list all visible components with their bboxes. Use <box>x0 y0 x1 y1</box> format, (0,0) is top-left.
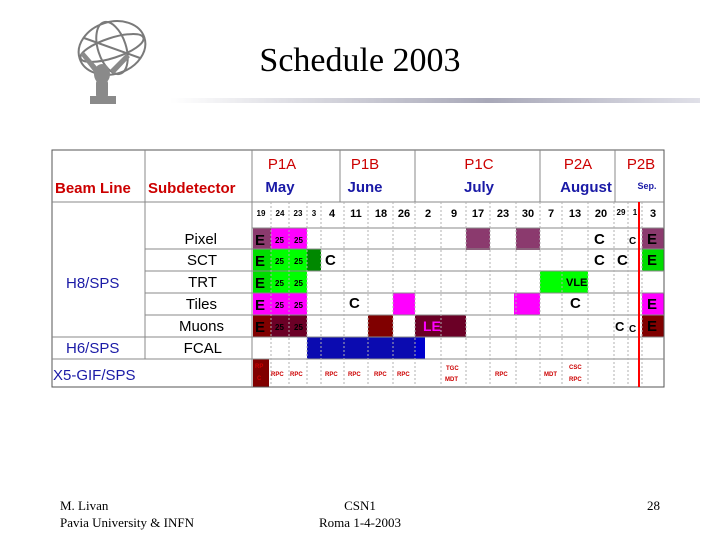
month-may: May <box>265 179 295 196</box>
cell-25: 25 <box>294 279 303 288</box>
day-cell: 30 <box>521 208 535 220</box>
month-august: August <box>560 179 612 196</box>
cell-e: E <box>647 318 658 335</box>
day-cell: 17 <box>471 208 485 220</box>
subdetector-trt: TRT <box>188 274 217 291</box>
cell-mdt: MDT <box>544 372 557 378</box>
page-number: 28 <box>647 498 660 513</box>
cell-e: E <box>647 231 658 248</box>
footer-affiliation: Pavia University & INFN <box>60 515 194 530</box>
cell-le: LE <box>423 318 441 334</box>
day-cell: 9 <box>450 208 458 220</box>
period-p2b: P2B <box>626 156 656 173</box>
cell-25: 25 <box>275 257 284 266</box>
cell-rpc: RPC <box>495 372 508 378</box>
day-cell: 2 <box>424 208 432 220</box>
cell-25: 25 <box>294 257 303 266</box>
cell-c: C <box>629 324 637 335</box>
cell-25: 25 <box>275 323 284 332</box>
cell-rpc: RPC <box>348 372 361 378</box>
day-cell: 26 <box>397 208 411 220</box>
day-cell: 24 <box>275 209 285 218</box>
cell-25: 25 <box>294 301 303 310</box>
beam-line-h6: H6/SPS <box>66 340 120 357</box>
beam-line-x5: X5-GIF/SPS <box>53 367 136 384</box>
header-subdetector: Subdetector <box>148 180 236 197</box>
subdetector-muons: Muons <box>178 318 224 335</box>
footer-meeting-date: Roma 1-4-2003 <box>319 515 401 530</box>
cell-c: C <box>570 295 581 312</box>
cell-rpc: RPC <box>290 372 303 378</box>
cell-e: E <box>647 252 658 269</box>
day-cell: 29 <box>616 208 626 217</box>
cell-vle: VLE <box>566 277 588 289</box>
slide-title: Schedule 2003 <box>259 42 461 79</box>
cell-e: E <box>255 297 266 314</box>
day-cell: 1 <box>632 208 638 217</box>
month-sep: Sep. <box>637 181 657 191</box>
day-cell: 3 <box>649 208 657 220</box>
subdetector-pixel: Pixel <box>184 231 217 248</box>
cell-c: C <box>629 236 637 247</box>
cell-csc: CSC <box>569 365 582 371</box>
period-p1b: P1B <box>350 156 380 173</box>
cell-c: C <box>615 319 625 334</box>
cell-25: 25 <box>275 236 284 245</box>
footer-meeting <box>300 497 420 531</box>
day-cell: 19 <box>256 209 266 218</box>
month-june: June <box>347 179 383 196</box>
day-cell: 23 <box>293 209 303 218</box>
day-cell: 11 <box>350 208 362 220</box>
cell-c: C <box>325 252 336 269</box>
cell-rpc: RPC <box>397 372 410 378</box>
day-cell: 18 <box>374 208 388 220</box>
month-july: July <box>463 179 495 196</box>
day-cell: 13 <box>568 208 582 220</box>
cell-rpc: RPC <box>569 377 582 383</box>
cell-c: C <box>594 252 605 269</box>
subdetector-fcal: FCAL <box>183 340 222 357</box>
period-p1a: P1A <box>267 156 297 173</box>
subdetector-tiles: Tiles <box>185 296 217 313</box>
cell-c: C <box>617 252 628 269</box>
cell-rpc: RPC <box>374 372 387 378</box>
footer-meeting-name: CSN1 <box>344 498 376 513</box>
header-beam-line: Beam Line <box>55 180 131 197</box>
cell-e: E <box>647 296 658 313</box>
cell-25: 25 <box>275 301 284 310</box>
cell-e: E <box>255 319 266 336</box>
subdetector-sct: SCT <box>187 252 217 269</box>
day-cell: 23 <box>496 208 510 220</box>
cell-c: C <box>349 295 360 312</box>
period-p2a: P2A <box>563 156 593 173</box>
cell-rpc: RPC <box>325 372 338 378</box>
day-cell: 3 <box>311 209 317 218</box>
cell-25: 25 <box>294 323 303 332</box>
cell-25: 25 <box>275 279 284 288</box>
cell-e: E <box>255 232 266 249</box>
cell-c: C <box>594 231 605 248</box>
cell-e: E <box>255 253 266 270</box>
period-p1c: P1C <box>464 156 494 173</box>
footer-author <box>60 497 194 531</box>
day-cell: 20 <box>594 208 608 220</box>
cell-rp: RP <box>255 364 264 370</box>
cell-tgc: TGC <box>446 366 459 372</box>
day-cell: 4 <box>328 208 336 220</box>
cell-mdt: MDT <box>445 377 458 383</box>
day-cell: 7 <box>547 208 555 220</box>
beam-line-h8: H8/SPS <box>66 275 120 292</box>
footer-author-name: M. Livan <box>60 498 109 513</box>
cell-rp-c: C <box>257 376 262 382</box>
cell-e: E <box>255 275 266 292</box>
cell-rpc: RPC <box>271 372 284 378</box>
cell-25: 25 <box>294 236 303 245</box>
